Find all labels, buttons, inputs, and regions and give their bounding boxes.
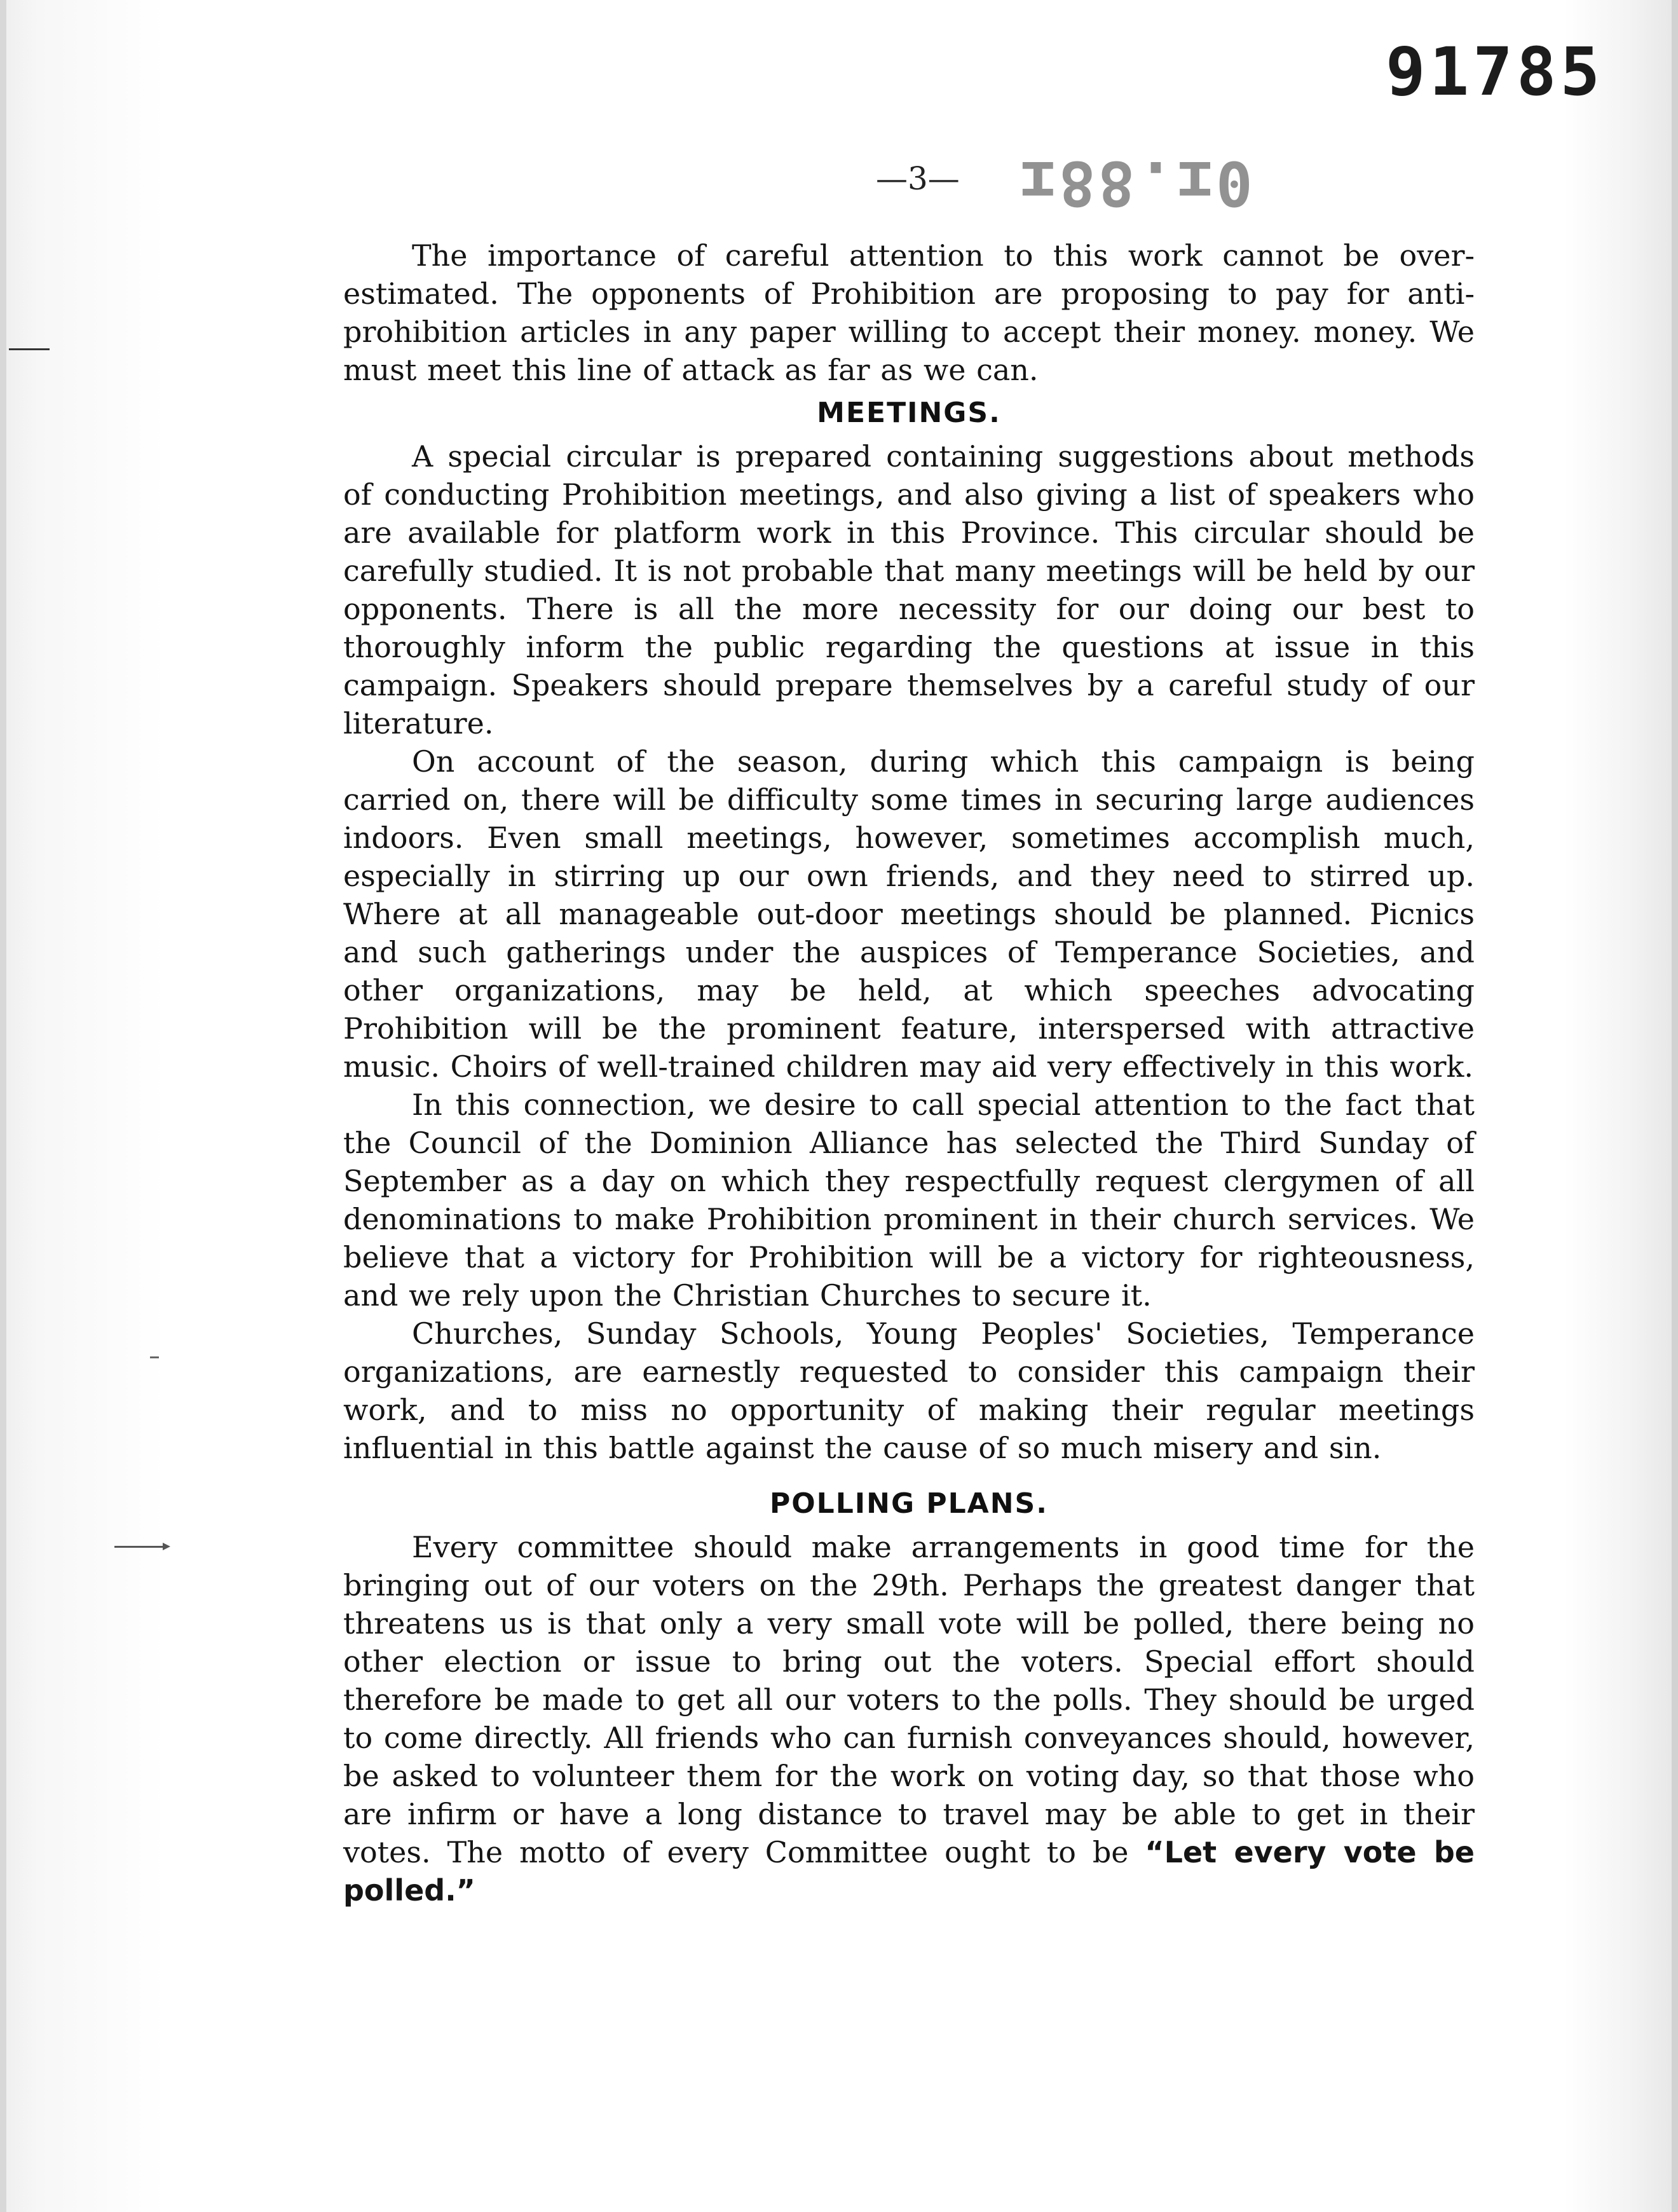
meetings-paragraph: A special circular is prepared containing suggestions about methods of conducting Prohibition meetings, and also giving a list of speakers who are available for platform work in this Province. This circular should be carefully studied. It is not probable that many meetings will be held by our opponents. There is all the more necessity for our doing our best to thoroughly inform the public regarding the questions at issue in this campaign. Speakers should prepare themselves by a careful study of our literature.: [343, 439, 1475, 741]
page-number: —3—: [876, 160, 960, 197]
meetings-heading: MEETINGS.: [817, 397, 1001, 429]
motto: “Let every vote be polled.”: [343, 1835, 1475, 1908]
scan-edge-left: [0, 0, 6, 2212]
margin-mark: [9, 348, 50, 350]
scan-edge-right: [1672, 0, 1678, 2212]
meetings-paragraph: In this connection, we desire to call special attention to the fact that the Council of the Dominion Alliance has selected the Third Sunday of September as a day on which they respectfully request clergymen of all denominations to make Prohibition prominent in their church services. We believe that a victory for Prohibition will be a victory for righteousness, and we rely upon the Christian Churches to secure it.: [343, 1088, 1475, 1313]
meetings-paragraph: On account of the season, during which this campaign is being carried on, there will be difficulty some times in securing large audiences indoors. Even small meetings, however, sometimes accomplish much, especially in stirring up our own friends, and they need to stirred up. Where at all manageable out-door meetings should be planned. Picnics and such gatherings under the auspices of Temperance Societies, and other organizations, may be held, at which speeches advocating Prohibition will be the prominent feature, interspersed with attractive music. Choirs of well-trained children may aid very effectively in this work.: [343, 744, 1475, 1084]
polling-plans-paragraph: [343, 1528, 1475, 1909]
intro-paragraph: The importance of careful attention to this work cannot be over-estimated. The opponents of Prohibition are proposing to pay for anti-prohibition articles in any paper willing to accept their money. money. We must meet this line of attack as far as we can.: [343, 238, 1475, 387]
faded-stamp: 0ɪ.88ɪ: [1017, 147, 1253, 219]
meetings-paragraph: Churches, Sunday Schools, Young Peoples' Societies, Temperance organizations, are earnestly requested to consider this campaign their work, and to miss no opportunity of making their regular meetings influential in this battle against the cause of so much misery and sin.: [343, 1316, 1475, 1465]
polling-plans-text: Every committee should make arrangements in good time for the bringing out of our voters on the 29th. Perhaps the greatest danger that threatens us is that only a very small vote will be polled, there being no other election or issue to bring out the voters. Special effort should therefore be made to get all our voters to the polls. They should be urged to come directly. All friends who can furnish conveyances should, however, be asked to volunteer them for the work on voting day, so that those who are infirm or have a long distance to travel may be able to get in their votes. The motto of every Committee ought to be: [343, 1530, 1475, 1869]
margin-mark: [150, 1356, 159, 1358]
margin-arrow-mark: [114, 1546, 165, 1548]
archive-number: 91785: [1386, 33, 1604, 111]
body-text: [343, 236, 1475, 1909]
polling-plans-heading: POLLING PLANS.: [770, 1487, 1048, 1520]
